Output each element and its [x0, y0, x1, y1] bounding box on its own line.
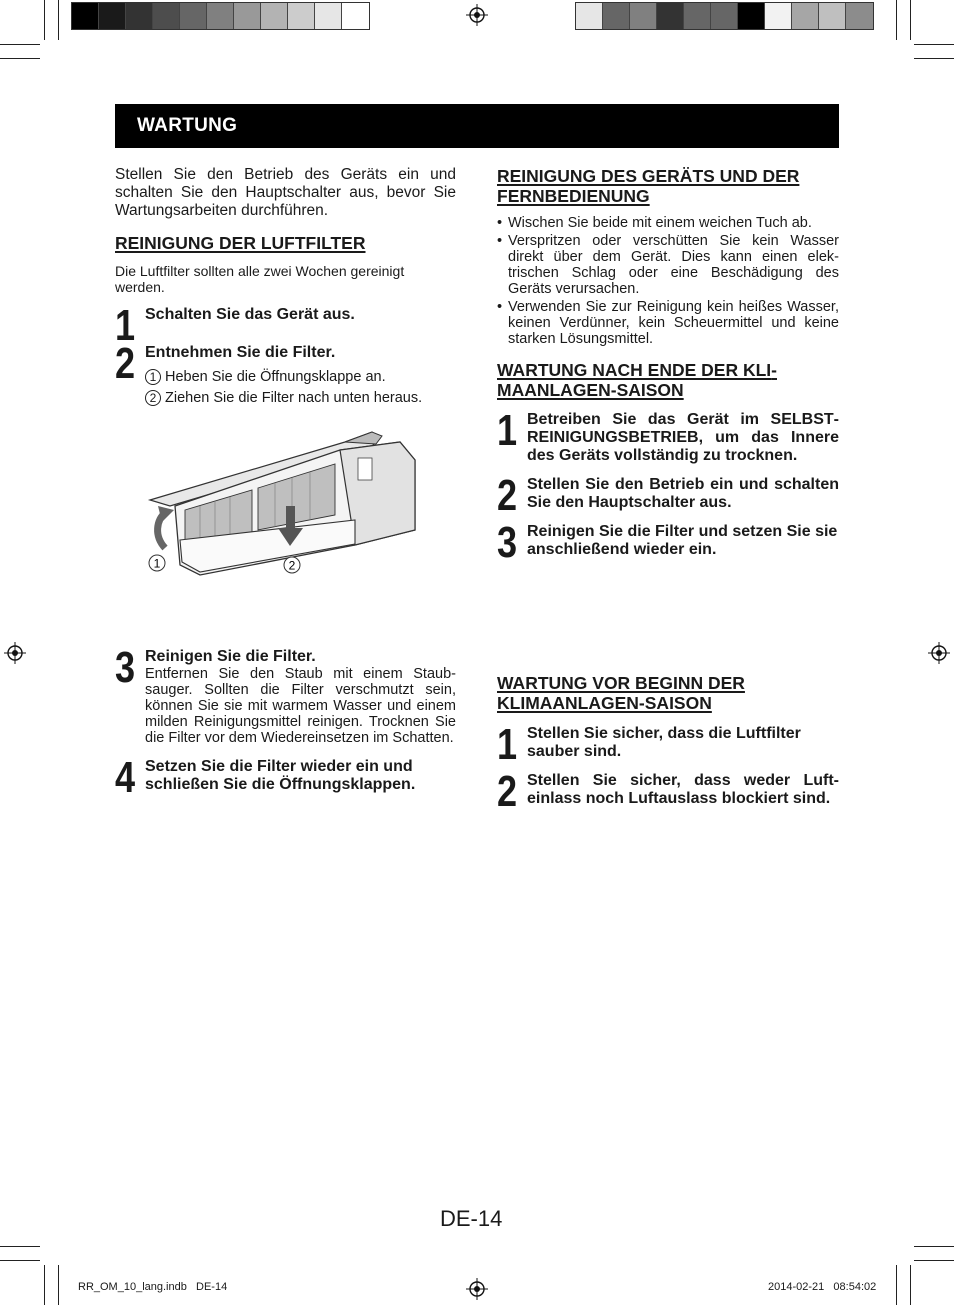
color-swatch [657, 3, 684, 29]
color-swatch [765, 3, 792, 29]
registration-mark-icon [466, 1278, 488, 1300]
crop-mark [910, 1265, 911, 1305]
color-swatch [576, 3, 603, 29]
color-swatch [711, 3, 738, 29]
section-header-bar [115, 104, 839, 148]
section-title-air-filter: REINIGUNG DER LUFTFILTER [115, 233, 366, 253]
section-title-cleaning: REINIGUNG DES GERÄTS UND DER FERNBEDIENUNG [497, 166, 800, 206]
air-conditioner-filter-illustration [140, 420, 425, 585]
crop-mark [58, 0, 59, 40]
left-column-lower [115, 643, 456, 802]
color-swatch [288, 3, 315, 29]
step-4 [115, 753, 456, 802]
crop-mark [44, 1265, 45, 1305]
color-swatch [819, 3, 846, 29]
page-title: WARTUNG [137, 115, 238, 136]
crop-mark [44, 0, 45, 40]
figure-callout-1: 1 [153, 556, 161, 571]
section-intro: Die Luftfilter sollten alle zwei Wochen gereinigt werden. [115, 263, 405, 295]
bullet-item: • Wischen Sie beide mit einem weichen Tuch ab. [497, 215, 839, 231]
step-title: Stellen Sie den Betrieb ein und schalten Sie den Hauptschalter aus. [527, 476, 839, 511]
color-swatch [792, 3, 819, 29]
footer-timestamp: 2014-02-21 08:54:02 [768, 1281, 877, 1293]
section-title-after-season: WARTUNG NACH ENDE DER KLIMAANLAGEN-SAISON [497, 360, 777, 400]
crop-mark [914, 58, 954, 59]
color-swatch [315, 3, 342, 29]
right-column [497, 166, 839, 567]
cleaning-bullet-list [497, 215, 839, 347]
step-number: 1 [115, 301, 135, 350]
substep-1 [145, 368, 456, 386]
step-title: Betreiben Sie das Gerät im SELBSTREINIGUNGSBETRIEB, um das Innere des Geräts vollständig zu trocknen. [527, 411, 839, 464]
color-swatch [603, 3, 630, 29]
color-swatch-bar-right [575, 2, 874, 30]
step-2 [497, 471, 839, 520]
crop-mark [896, 1265, 897, 1305]
step-1 [497, 720, 839, 769]
step-title: Entnehmen Sie die Filter. [145, 344, 336, 361]
color-swatch [99, 3, 126, 29]
step-1 [497, 406, 839, 465]
crop-mark [914, 1246, 954, 1247]
crop-mark [914, 44, 954, 45]
step-number: 2 [115, 339, 135, 388]
bullet-item: • Verspritzen oder verschütten Sie kein Wasser direkt über dem Gerät. Dies kann einen elektrischen Schlag oder eine Beschädigung des Geräts verursachen. [497, 233, 839, 297]
crop-mark [58, 1265, 59, 1305]
registration-mark-icon [466, 4, 488, 26]
step-body: Entfernen Sie den Staub mit einem Staubsauger. Sollten die Filter verschmutzt sein, können Sie sie mit warmem Wasser und einem milden Reinigungsmittel reinigen. Trocknen Sie die Filter vor dem Wiedereinsetzen im Schatten. [145, 666, 456, 746]
step-title: Reinigen Sie die Filter und setzen Sie sie anschließend wieder ein. [527, 523, 838, 558]
figure-callout-2: 2 [288, 558, 296, 573]
circled-number-1: 1 [145, 369, 161, 385]
step-3 [497, 518, 839, 567]
step-2 [497, 767, 839, 816]
section-title-before-season: WARTUNG VOR BEGINN DER KLIMAANLAGEN-SAISON [497, 673, 745, 713]
step-3 [115, 643, 456, 746]
color-swatch [846, 3, 873, 29]
step-1 [115, 301, 456, 350]
color-swatch [153, 3, 180, 29]
substep-2 [145, 389, 456, 407]
step-number: 1 [497, 406, 517, 455]
color-swatch [684, 3, 711, 29]
color-swatch [261, 3, 288, 29]
color-swatch [126, 3, 153, 29]
page-number: DE-14 [440, 1206, 503, 1231]
crop-mark [910, 0, 911, 40]
step-title: Schalten Sie das Gerät aus. [145, 306, 355, 323]
crop-mark [914, 1260, 954, 1261]
intro-paragraph: Stellen Sie den Betrieb des Geräts ein und schalten Sie den Hauptschalter aus, bevor Sie Wartungsarbeiten durchführen. [115, 166, 456, 219]
color-swatch [630, 3, 657, 29]
crop-mark [0, 1246, 40, 1247]
right-column-lower [497, 673, 839, 816]
color-swatch [180, 3, 207, 29]
registration-mark-icon [928, 642, 950, 664]
substep-text: Heben Sie die Öffnungsklappe an. [165, 369, 386, 385]
step-title: Reinigen Sie die Filter. [145, 648, 316, 665]
footer-file-name: RR_OM_10_lang.indb DE-14 [78, 1281, 228, 1293]
step-number: 1 [497, 720, 517, 769]
color-swatch-bar-left [71, 2, 370, 30]
step-title: Stellen Sie sicher, dass die Luftfilter sauber sind. [527, 725, 801, 760]
bullet-item: • Verwenden Sie zur Reinigung kein heißes Wasser, keinen Verdünner, kein Scheuermittel und keine starken Lösungsmittel. [497, 299, 839, 347]
crop-mark [0, 44, 40, 45]
color-swatch [234, 3, 261, 29]
step-title: Stellen Sie sicher, dass weder Lufteinlass noch Luftauslass blockiert sind. [527, 772, 839, 807]
step-number: 2 [497, 767, 517, 816]
substep-text: Ziehen Sie die Filter nach unten heraus. [165, 390, 423, 406]
color-swatch [342, 3, 369, 29]
step-number: 3 [497, 518, 517, 567]
color-swatch [738, 3, 765, 29]
circled-number-2: 2 [145, 390, 161, 406]
crop-mark [0, 58, 40, 59]
step-title: Setzen Sie die Filter wieder ein und schließen Sie die Öffnungsklappen. [145, 758, 416, 793]
color-swatch [207, 3, 234, 29]
left-column [115, 166, 456, 407]
crop-mark [896, 0, 897, 40]
crop-mark [0, 1260, 40, 1261]
step-number: 2 [497, 471, 517, 520]
step-2 [115, 339, 456, 407]
step-number: 3 [115, 643, 135, 692]
step-number: 4 [115, 753, 135, 802]
color-swatch [72, 3, 99, 29]
registration-mark-icon [4, 642, 26, 664]
